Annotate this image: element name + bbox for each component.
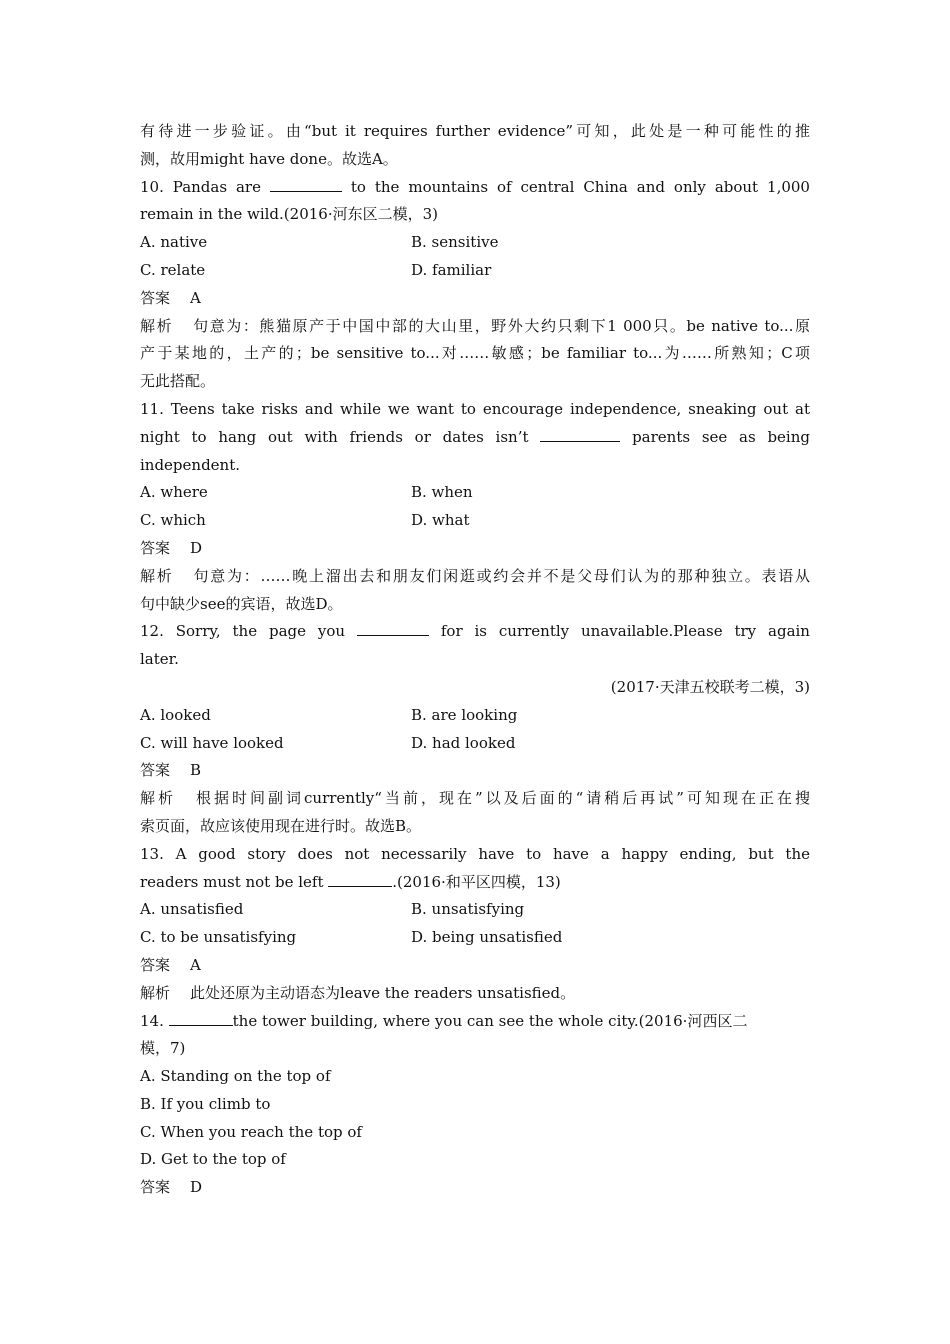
stem-text: parents see as being — [632, 427, 810, 446]
answer-blank — [328, 869, 392, 887]
answer-value: A — [190, 955, 201, 974]
stem-text: .(2016·和平区四模，13) — [392, 872, 561, 891]
question-11-stem-cont — [140, 424, 810, 452]
option-b: B. If you climb to — [140, 1094, 271, 1113]
analysis-label: 解析 — [140, 316, 174, 335]
analysis-line — [140, 313, 810, 341]
option-c: C. When you reach the top of — [140, 1122, 362, 1141]
answer-line — [140, 757, 810, 785]
analysis-line: 索页面，故应该使用现在进行时。故选B。 — [140, 816, 422, 835]
question-13-stem: 13. A good story does not necessarily have to have a happy ending, but the — [140, 844, 810, 863]
answer-blank — [169, 1008, 233, 1026]
option-d: D. being unsatisfied — [411, 928, 563, 947]
stem-text: for is currently unavailable.Please try again — [440, 622, 810, 641]
answer-label: 答案 — [140, 288, 171, 307]
stem-text: night to hang out with friends or dates isn’t — [140, 427, 529, 446]
analysis-line — [140, 563, 810, 591]
answer-label: 答案 — [140, 761, 171, 780]
question-11-stem-cont: independent. — [140, 455, 241, 474]
answer-line — [140, 285, 810, 313]
analysis-text: 句意为：……晚上溜出去和朋友们闲逛或约会并不是父母们认为的那种独立。表语从 — [193, 566, 810, 585]
question-14-stem — [140, 1008, 810, 1036]
stem-text: to the mountains of central China and only about 1,000 — [350, 177, 810, 196]
analysis-label: 解析 — [140, 566, 174, 585]
answer-value: D — [190, 1178, 203, 1197]
option-d: D. had looked — [411, 733, 516, 752]
analysis-label: 解析 — [140, 789, 177, 808]
options-row — [140, 229, 810, 257]
question-11-stem: 11. Teens take risks and while we want to encourage independence, sneaking out at — [140, 399, 810, 418]
answer-value: D — [190, 538, 203, 557]
stem-text: 10. Pandas are — [140, 177, 261, 196]
answer-blank — [270, 174, 342, 192]
option-c: C. relate — [140, 260, 206, 279]
question-source: (2017·天津五校联考二模，3) — [610, 677, 810, 696]
option-c: C. which — [140, 511, 206, 530]
analysis-text: 根据时间副词currently“当前，现在”以及后面的“请稍后再试”可知现在正在搜 — [196, 789, 810, 808]
options-row — [140, 702, 810, 730]
option-a: A. looked — [140, 705, 211, 724]
option-d: D. what — [411, 511, 470, 530]
answer-label: 答案 — [140, 538, 171, 557]
analysis-line: 产于某地的，土产的；be sensitive to...对……敏感；be familiar to...为……所熟知；C项 — [140, 344, 810, 363]
analysis-line — [140, 785, 810, 813]
stem-text: 14. — [140, 1011, 164, 1030]
options-row — [140, 896, 810, 924]
question-14-stem-cont: 模，7) — [140, 1039, 186, 1058]
option-a: A. unsatisfied — [140, 900, 244, 919]
option-b: B. when — [411, 483, 473, 502]
option-c: C. will have looked — [140, 733, 284, 752]
options-row — [140, 257, 810, 285]
option-b: B. unsatisfying — [411, 900, 525, 919]
stem-text: readers must not be left — [140, 872, 324, 891]
answer-line — [140, 952, 810, 980]
question-10-stem-cont: remain in the wild.(2016·河东区二模，3) — [140, 205, 438, 224]
answer-value: A — [190, 288, 201, 307]
options-row — [140, 730, 810, 758]
question-13-stem-cont — [140, 869, 810, 897]
question-12-stem-cont: later. — [140, 650, 179, 669]
analysis-line — [140, 980, 810, 1008]
analysis-text: 此处还原为主动语态为leave the readers unsatisfied。 — [190, 983, 576, 1002]
option-c: C. to be unsatisfying — [140, 928, 297, 947]
document-page — [140, 118, 810, 1202]
option-d: D. familiar — [411, 260, 492, 279]
analysis-line: 无此搭配。 — [140, 372, 216, 391]
answer-line — [140, 535, 810, 563]
option-a: A. Standing on the top of — [140, 1067, 331, 1086]
stem-text: the tower building, where you can see the whole city.(2016·河西区二 — [232, 1011, 748, 1030]
stem-text: 12. Sorry, the page you — [140, 622, 346, 641]
options-row — [140, 924, 810, 952]
question-10-stem — [140, 174, 810, 202]
analysis-label: 解析 — [140, 983, 171, 1002]
intro-line: 有待进一步验证。由“but it requires further evidence”可知，此处是一种可能性的推 — [140, 122, 810, 140]
answer-label: 答案 — [140, 1178, 171, 1197]
answer-blank — [540, 424, 620, 442]
question-12-stem — [140, 618, 810, 646]
analysis-text: 句意为：熊猫原产于中国中部的大山里，野外大约只剩下1 000只。be native to...原 — [193, 316, 810, 335]
options-row — [140, 479, 810, 507]
analysis-line: 句中缺少see的宾语，故选D。 — [140, 594, 343, 613]
option-b: B. sensitive — [411, 233, 499, 252]
option-b: B. are looking — [411, 705, 518, 724]
answer-blank — [357, 618, 429, 636]
option-a: A. native — [140, 233, 208, 252]
options-row — [140, 507, 810, 535]
intro-line: 测，故用might have done。故选A。 — [140, 149, 398, 168]
answer-label: 答案 — [140, 955, 171, 974]
answer-line — [140, 1174, 810, 1202]
option-a: A. where — [140, 483, 208, 502]
answer-value: B — [190, 761, 202, 780]
option-d: D. Get to the top of — [140, 1150, 286, 1169]
